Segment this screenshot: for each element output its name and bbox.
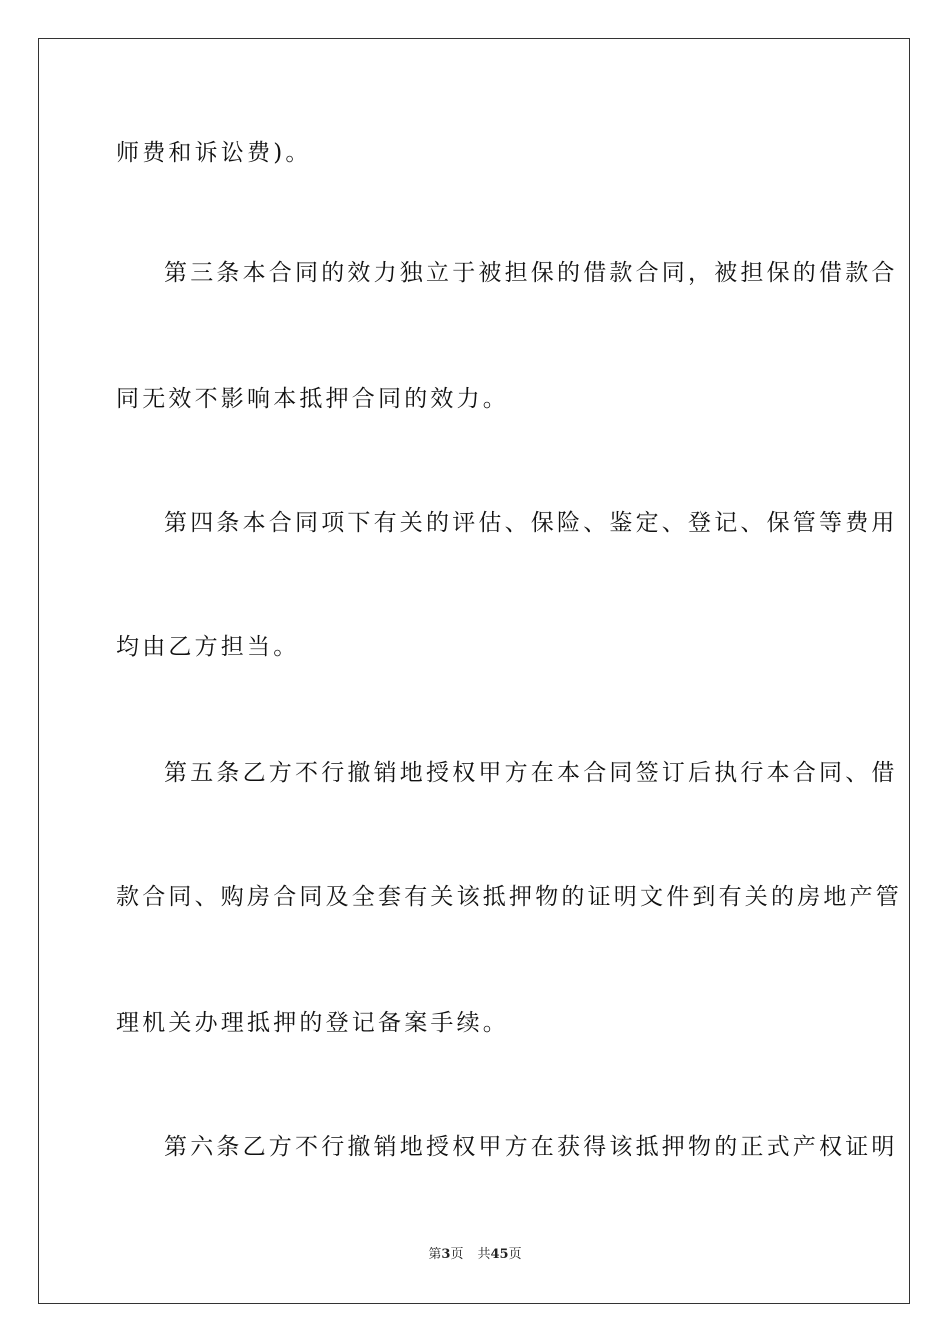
text-line-7: 款合同、购房合同及全套有关该抵押物的证明文件到有关的房地产管 [116,884,902,910]
page-suffix: 页 [450,1247,464,1262]
page-border [38,38,910,1304]
total-suffix: 页 [508,1247,522,1262]
text-line-3: 同无效不影响本抵押合同的效力。 [116,386,509,412]
text-line-6: 第五条乙方不行撤销地授权甲方在本合同签订后执行本合同、借 [164,760,898,786]
total-pages: 45 [490,1247,509,1262]
text-line-4: 第四条本合同项下有关的评估、保险、鉴定、登记、保管等费用 [164,510,898,536]
text-line-9: 第六条乙方不行撤销地授权甲方在获得该抵押物的正式产权证明 [164,1134,898,1160]
page-footer [0,1246,950,1264]
text-line-5: 均由乙方担当。 [116,634,300,660]
page-prefix: 第 [428,1247,442,1262]
text-line-1: 师费和诉讼费)。 [116,140,312,166]
text-line-8: 理机关办理抵押的登记备案手续。 [116,1010,509,1036]
text-line-2: 第三条本合同的效力独立于被担保的借款合同，被担保的借款合 [164,260,898,286]
total-prefix: 共 [477,1247,491,1262]
page-number: 3 [441,1247,451,1262]
